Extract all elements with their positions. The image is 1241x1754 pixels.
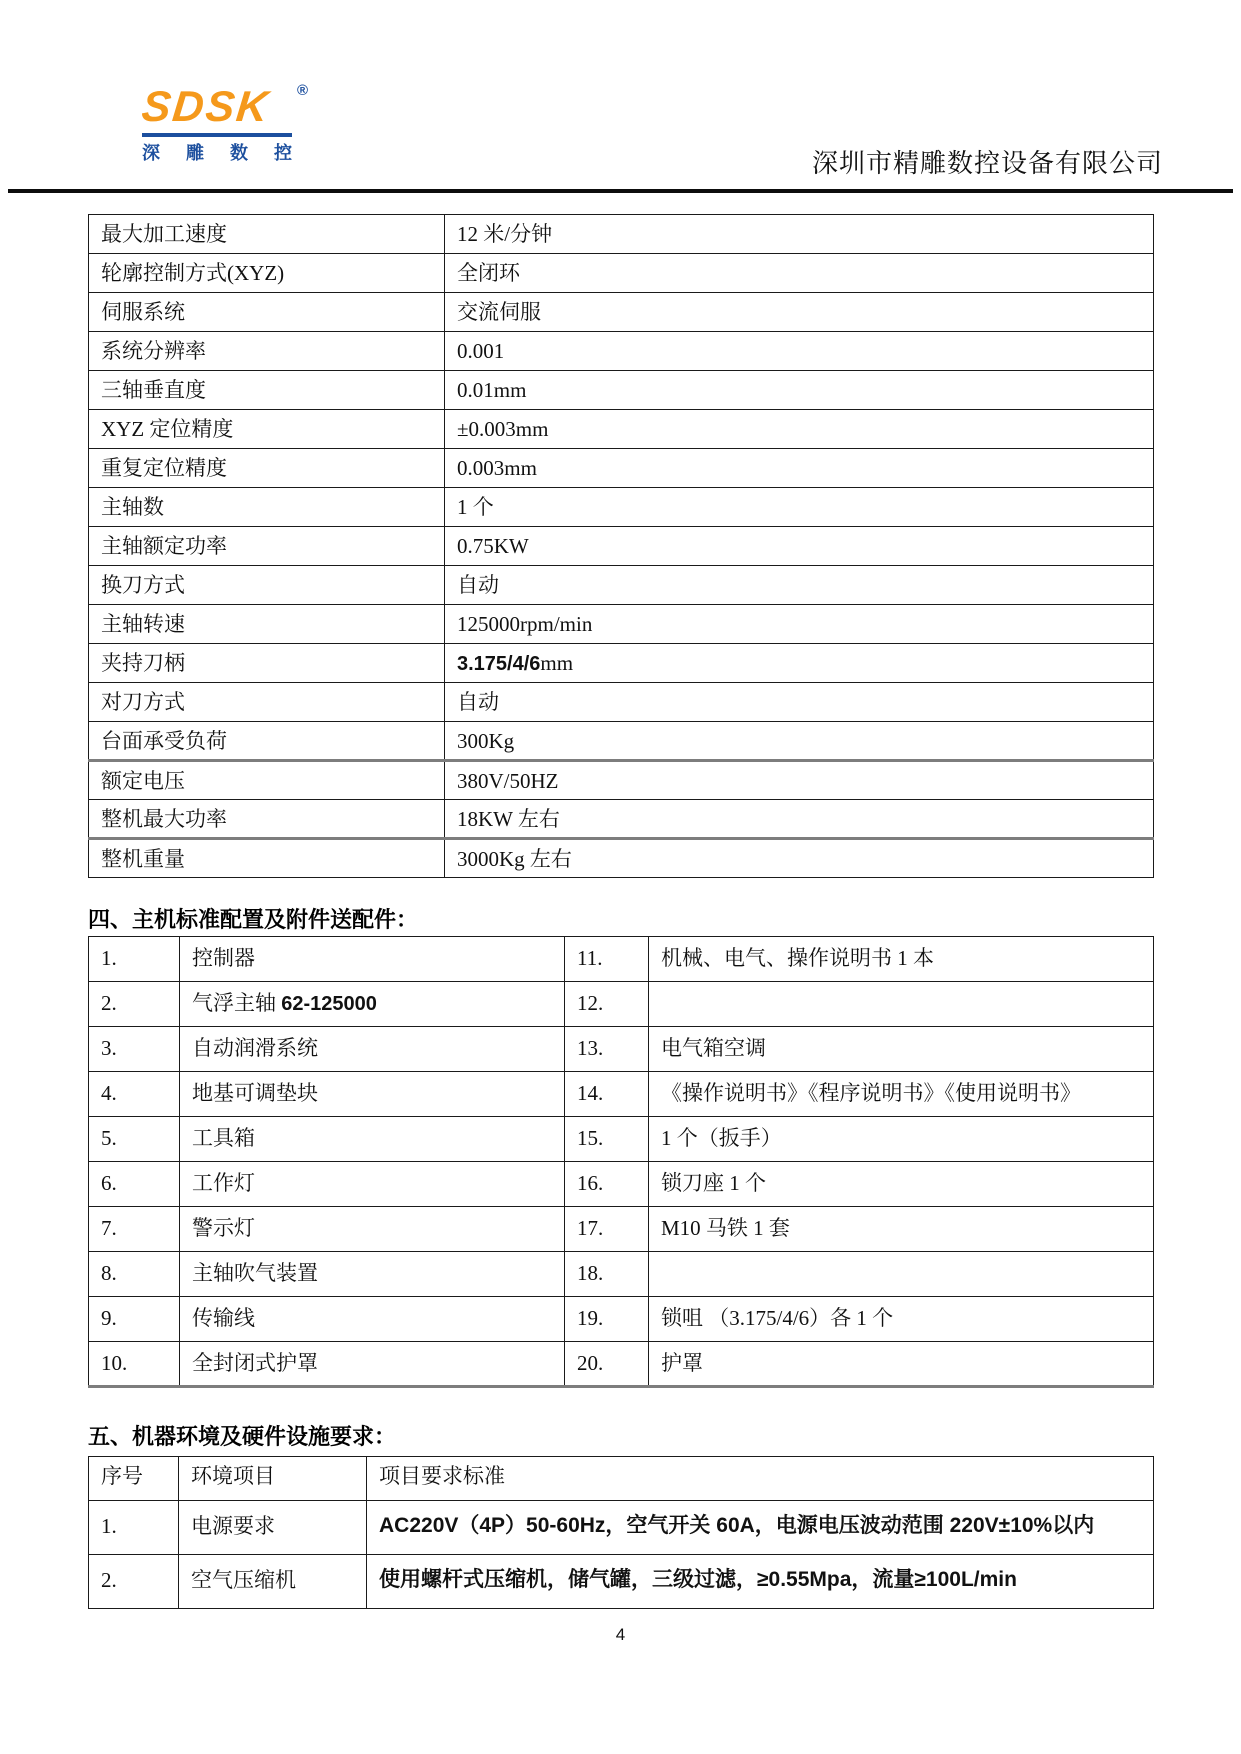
company-name: 深圳市精雕数控设备有限公司 — [811, 149, 1163, 178]
spec-label-cell: 整机最大功率 — [89, 800, 445, 839]
spec-value-cell: 125000rpm/min — [445, 605, 1154, 644]
config-index-cell: 7. — [89, 1207, 180, 1252]
spec-row — [89, 761, 1154, 800]
config-index-cell: 8. — [89, 1252, 180, 1297]
logo-subtext-char: 深 — [142, 143, 160, 163]
spec-value-cell: 18KW 左右 — [445, 800, 1154, 839]
config-row — [89, 1207, 1154, 1252]
config-item-cell: 《操作说明书》《程序说明书》《使用说明书》 — [649, 1072, 1154, 1117]
registered-trademark-icon: ® — [296, 82, 308, 99]
spec-value-cell: 自动 — [445, 683, 1154, 722]
config-row — [89, 1072, 1154, 1117]
spec-value-cell: ±0.003mm — [445, 410, 1154, 449]
spec-row — [89, 566, 1154, 605]
spec-row — [89, 215, 1154, 254]
config-item-cell: 锁刀座 1 个 — [649, 1162, 1154, 1207]
env-index-cell: 1. — [89, 1501, 179, 1555]
config-item-cell: 工作灯 — [180, 1162, 565, 1207]
spec-label-cell: 整机重量 — [89, 839, 445, 878]
environment-requirements-table — [88, 1456, 1154, 1609]
env-item-cell: 电源要求 — [179, 1501, 367, 1555]
logo-subtext-char: 雕 — [186, 143, 204, 163]
env-header-cell: 项目要求标准 — [367, 1457, 1154, 1501]
config-item-cell: 电气箱空调 — [649, 1027, 1154, 1072]
config-index-cell: 1. — [89, 937, 180, 982]
config-item-cell: 气浮主轴 62-125000 — [180, 982, 565, 1027]
config-index-cell: 10. — [89, 1342, 180, 1387]
config-item-cell: 自动润滑系统 — [180, 1027, 565, 1072]
env-header-cell: 序号 — [89, 1457, 179, 1501]
config-item-cell: 全封闭式护罩 — [180, 1342, 565, 1387]
config-index-cell: 2. — [89, 982, 180, 1027]
spec-row — [89, 449, 1154, 488]
env-requirement-cell: 使用螺杆式压缩机，储气罐，三级过滤，≥0.55Mpa，流量≥100L/min — [367, 1555, 1154, 1609]
config-index-cell: 4. — [89, 1072, 180, 1117]
header-rule — [8, 189, 1233, 193]
config-index-cell: 18. — [565, 1252, 649, 1297]
logo-divider — [142, 133, 292, 137]
spec-row — [89, 410, 1154, 449]
logo-subtext — [142, 139, 292, 165]
config-index-cell: 20. — [565, 1342, 649, 1387]
page-number: 4 — [615, 1625, 626, 1644]
spec-row — [89, 293, 1154, 332]
config-index-cell: 3. — [89, 1027, 180, 1072]
spec-value-cell: 0.75KW — [445, 527, 1154, 566]
section5-heading: 五、机器环境及硬件设施要求： — [88, 1424, 397, 1449]
spec-label-cell: 主轴数 — [89, 488, 445, 527]
spec-label-cell: 三轴垂直度 — [89, 371, 445, 410]
spec-value-cell: 12 米/分钟 — [445, 215, 1154, 254]
spec-label-cell: 台面承受负荷 — [89, 722, 445, 761]
spec-label-cell: 额定电压 — [89, 761, 445, 800]
spec-label-cell: 伺服系统 — [89, 293, 445, 332]
spec-row — [89, 332, 1154, 371]
spec-label-cell: 重复定位精度 — [89, 449, 445, 488]
spec-label-cell: XYZ 定位精度 — [89, 410, 445, 449]
spec-value-cell: 0.001 — [445, 332, 1154, 371]
env-header-row — [89, 1457, 1154, 1501]
config-row — [89, 1117, 1154, 1162]
config-index-cell: 15. — [565, 1117, 649, 1162]
config-item-cell: 护罩 — [649, 1342, 1154, 1387]
env-item-cell: 空气压缩机 — [179, 1555, 367, 1609]
standard-config-table — [88, 936, 1154, 1388]
logo-wordmark: SDSK — [139, 83, 273, 131]
spec-label-cell: 最大加工速度 — [89, 215, 445, 254]
spec-value-cell: 全闭环 — [445, 254, 1154, 293]
config-index-cell: 12. — [565, 982, 649, 1027]
spec-value-cell: 交流伺服 — [445, 293, 1154, 332]
spec-value-cell: 0.003mm — [445, 449, 1154, 488]
config-item-cell: 工具箱 — [180, 1117, 565, 1162]
spec-row — [89, 800, 1154, 839]
spec-value-cell: 3.175/4/6mm — [445, 644, 1154, 683]
env-index-cell: 2. — [89, 1555, 179, 1609]
company-logo — [139, 82, 308, 165]
config-row — [89, 1297, 1154, 1342]
spec-value-cell: 1 个 — [445, 488, 1154, 527]
config-item-cell: 锁咀 （3.175/4/6）各 1 个 — [649, 1297, 1154, 1342]
config-item-cell: M10 马铁 1 套 — [649, 1207, 1154, 1252]
spec-row — [89, 644, 1154, 683]
logo-subtext-char: 数 — [230, 143, 248, 163]
config-index-cell: 16. — [565, 1162, 649, 1207]
spec-value-cell: 自动 — [445, 566, 1154, 605]
config-index-cell: 11. — [565, 937, 649, 982]
config-row — [89, 1342, 1154, 1387]
config-item-cell: 机械、电气、操作说明书 1 本 — [649, 937, 1154, 982]
config-index-cell: 5. — [89, 1117, 180, 1162]
spec-row — [89, 683, 1154, 722]
spec-label-cell: 轮廓控制方式(XYZ) — [89, 254, 445, 293]
section4-heading: 四、主机标准配置及附件送配件： — [88, 907, 419, 932]
config-index-cell: 19. — [565, 1297, 649, 1342]
config-item-cell — [649, 1252, 1154, 1297]
spec-row — [89, 839, 1154, 878]
config-item-cell: 1 个（扳手） — [649, 1117, 1154, 1162]
spec-label-cell: 主轴额定功率 — [89, 527, 445, 566]
logo-subtext-char: 控 — [274, 143, 292, 163]
spec-row — [89, 605, 1154, 644]
spec-value-cell: 0.01mm — [445, 371, 1154, 410]
spec-value-cell: 300Kg — [445, 722, 1154, 761]
config-row — [89, 982, 1154, 1027]
config-index-cell: 9. — [89, 1297, 180, 1342]
env-row — [89, 1555, 1154, 1609]
config-item-cell: 警示灯 — [180, 1207, 565, 1252]
config-row — [89, 1252, 1154, 1297]
spec-value-cell: 380V/50HZ — [445, 761, 1154, 800]
config-row — [89, 937, 1154, 982]
config-item-cell: 控制器 — [180, 937, 565, 982]
config-item-cell: 地基可调垫块 — [180, 1072, 565, 1117]
env-requirement-cell: AC220V（4P）50-60Hz，空气开关 60A，电源电压波动范围 220V±10%以内 — [367, 1501, 1154, 1555]
config-index-cell: 14. — [565, 1072, 649, 1117]
spec-label-cell: 对刀方式 — [89, 683, 445, 722]
spec-label-cell: 系统分辨率 — [89, 332, 445, 371]
spec-label-cell: 换刀方式 — [89, 566, 445, 605]
config-index-cell: 17. — [565, 1207, 649, 1252]
spec-row — [89, 488, 1154, 527]
config-item-cell — [649, 982, 1154, 1027]
spec-label-cell: 主轴转速 — [89, 605, 445, 644]
spec-row — [89, 371, 1154, 410]
spec-label-cell: 夹持刀柄 — [89, 644, 445, 683]
config-index-cell: 13. — [565, 1027, 649, 1072]
config-index-cell: 6. — [89, 1162, 180, 1207]
env-row — [89, 1501, 1154, 1555]
config-row — [89, 1027, 1154, 1072]
config-item-cell: 传输线 — [180, 1297, 565, 1342]
spec-value-cell: 3000Kg 左右 — [445, 839, 1154, 878]
env-header-cell: 环境项目 — [179, 1457, 367, 1501]
config-row — [89, 1162, 1154, 1207]
spec-table — [88, 214, 1154, 878]
spec-row — [89, 722, 1154, 761]
spec-row — [89, 527, 1154, 566]
spec-row — [89, 254, 1154, 293]
config-item-cell: 主轴吹气装置 — [180, 1252, 565, 1297]
